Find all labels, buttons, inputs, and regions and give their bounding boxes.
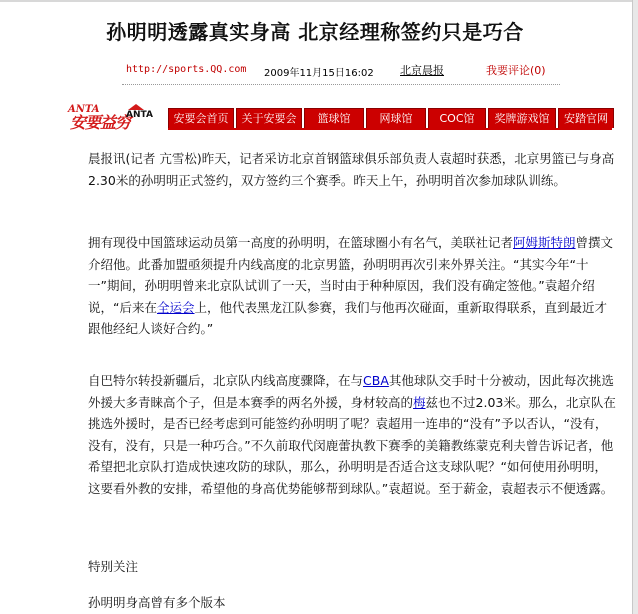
scrollbar[interactable] xyxy=(632,0,638,614)
paragraph-3-text-c: 兹也不过2.03米。那么，北京队在挑选外援时，是否已经考虑到可能签约孙明明了呢？袁超用一连串的“没有”予以否认，“没有，没有，没有，只是一种巧合。”不久前取代闵鹿蕾执教下赛季的美籍教练蒙克利夫曾告诉记者，他希望把北京队打造成快速攻防的球队，那么，孙明明是否适合这支球队呢？“如何使用孙明明，这要看外教的安排，希望他的身高优势能够帮到球队。”袁超说。至于薪金，袁超表示不便透露。 xyxy=(88,394,616,496)
article-title: 孙明明透露真实身高 北京经理称签约只是巧合 xyxy=(106,20,524,44)
anta-logo[interactable] xyxy=(68,104,166,132)
logo-brand-text: ANTA xyxy=(126,110,153,120)
paragraph-3 xyxy=(88,370,618,499)
paragraph-2-text-a: 拥有现役中国篮球运动员第一高度的孙明明，在篮球圈小有名气，美联社记者 xyxy=(88,235,514,250)
nav-item-basketball[interactable]: 篮球馆 xyxy=(304,108,364,128)
section-heading-special: 特别关注 xyxy=(88,559,139,574)
link-mei[interactable]: 梅 xyxy=(413,394,426,410)
nav-underline xyxy=(168,128,612,130)
nav-item-about[interactable]: 关于安要会 xyxy=(236,108,302,128)
comment-link[interactable]: 我要评论(0) xyxy=(486,64,546,77)
window-top-border xyxy=(0,0,638,2)
logo-top-text: ANTA xyxy=(68,104,100,115)
sponsor-nav xyxy=(168,108,616,130)
paragraph-1 xyxy=(88,148,618,191)
link-cba[interactable]: CBA xyxy=(363,373,389,388)
paragraph-2-text-b: 曾撰文介绍他。此番加盟亟须提升内线高度的北京男篮，孙明明再次引来外界关注。“其实今年“十一”期间，孙明明曾来北京队试训了一天，当时由于种种原因，我们没有确定签他。”袁超介绍说，“后来在 xyxy=(88,235,614,315)
nav-item-tennis[interactable]: 网球馆 xyxy=(366,108,426,128)
paragraph-2 xyxy=(88,232,618,340)
paragraph-3-text-a: 自巴特尔转投新疆后，北京队内线高度骤降，在与 xyxy=(88,373,364,388)
nav-item-medal-game[interactable]: 奖牌游戏馆 xyxy=(488,108,556,128)
logo-main-text: 安要益穷 xyxy=(70,113,131,132)
nav-item-home[interactable]: 安要会首页 xyxy=(168,108,234,128)
paragraph-3-text-b: 其他球队交手时十分被动，因此每次挑选外援大多青睐高个子，但是本赛季的两名外援，身材较高的 xyxy=(88,373,614,410)
link-armstrong[interactable]: 阿姆斯特朗 xyxy=(513,235,576,250)
paragraph-2-text-c: 上，他代表黑龙江队参赛，我们与他再次碰面，重新取得联系，直到最近才跟他经纪人谈好合约。” xyxy=(88,299,608,336)
link-national-games[interactable]: 全运会 xyxy=(156,299,195,315)
source-link[interactable]: 北京晨报 xyxy=(400,64,444,77)
nav-item-coc[interactable]: COC馆 xyxy=(428,108,486,128)
publish-date: 2009年11月15日16:02 xyxy=(264,68,374,79)
paragraph-1-text: 晨报讯(记者 亢雪松)昨天，记者采访北京首钢篮球俱乐部负责人袁超时获悉，北京男篮已与身高2.30米的孙明明正式签约，双方签约三个赛季。昨天上午，孙明明首次参加球队训练。 xyxy=(88,151,615,188)
nav-item-anta-site[interactable]: 安踏官网 xyxy=(558,108,614,128)
source-url[interactable]: http://sports.QQ.com xyxy=(126,64,247,75)
divider xyxy=(122,84,560,85)
section-subheading: 孙明明身高曾有多个版本 xyxy=(88,595,226,610)
